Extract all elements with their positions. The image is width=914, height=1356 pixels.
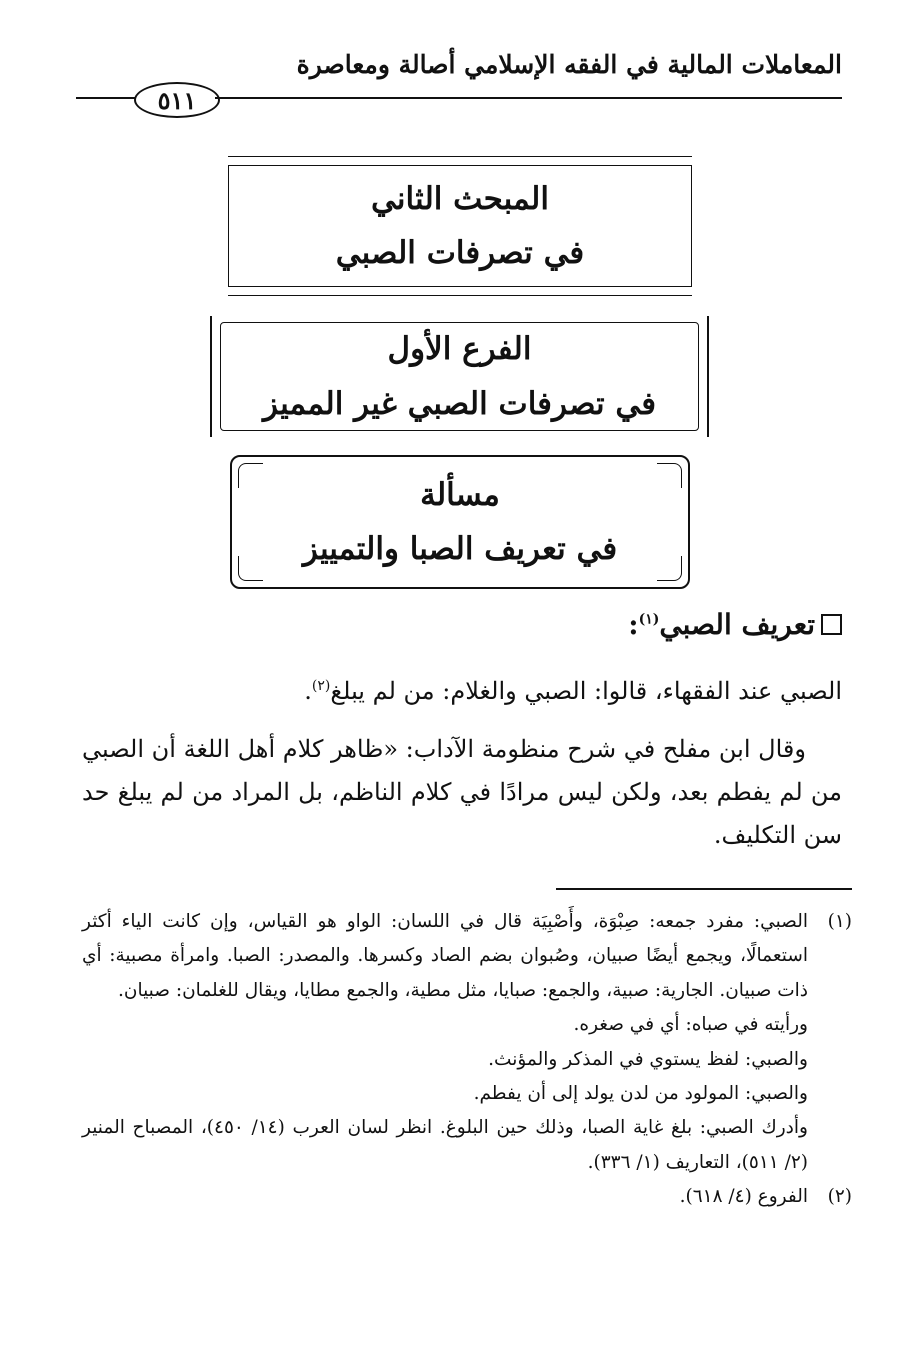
header-rule-left bbox=[76, 97, 136, 99]
subsection-title-line2: في تصرفات الصبي غير المميز bbox=[262, 385, 657, 422]
subsection-title-box bbox=[210, 316, 709, 437]
footnote-line: ورأيته في صباه: أي في صغره. bbox=[573, 1014, 808, 1036]
footnote-ref: (٢) bbox=[311, 678, 331, 694]
footnote bbox=[82, 905, 852, 1180]
footnote-line: الصبي: مفرد جمعه: صِبْوَة، وأَصْبِيَة قال في اللسان: الواو هو القياس، وإن كانت الياء أكثر استعمالًا، ويجمع أيضًا صبيان، وصُبوان بضم الصاد وكسرها. والمصدر: الصبا. وامرأة مصبية: أي ذات صبيان. الجارية: صبية، والجمع: صبايا، مثل مطية، والجمع مطايا، ويقال للغلمان: صبيان. bbox=[82, 911, 808, 1001]
book-title: المعاملات المالية في الفقه الإسلامي أصالة ومعاصرة bbox=[296, 50, 842, 79]
chapter-title-line2: في تصرفات الصبي bbox=[335, 235, 585, 271]
footnote-number: (٢) bbox=[827, 1186, 852, 1208]
ornament-corner bbox=[238, 556, 263, 581]
footnote-line: وأدرك الصبي: بلغ غاية الصبا، وذلك حين البلوغ. انظر لسان العرب (١٤/ ٤٥٠)، المصباح المنير (٢/ ٥١١)، التعاريف (١/ ٣٣٦). bbox=[82, 1117, 808, 1173]
footnote-number: (١) bbox=[827, 911, 852, 932]
footnote-line: الفروع (٤/ ٦١٨). bbox=[679, 1186, 808, 1208]
footnotes bbox=[82, 905, 852, 1215]
chapter-title-box bbox=[228, 156, 692, 296]
paragraph-2: وقال ابن مفلح في شرح منظومة الآداب: «ظاهر كلام أهل اللغة أن الصبي من لم يفطم بعد، ولكن ليس مرادًا في كلام الناظم، بل المراد من لم يبلغ حد سن التكليف. bbox=[82, 735, 842, 850]
ornament-corner bbox=[657, 556, 682, 581]
square-bullet-icon bbox=[821, 614, 842, 635]
header-rule-right bbox=[215, 97, 842, 99]
box-bar-left bbox=[210, 316, 212, 437]
page-number: ٥١١ bbox=[134, 82, 220, 118]
section-heading-text: تعريف الصبي$^{(١)}$: bbox=[628, 608, 815, 641]
footnote bbox=[82, 1180, 852, 1214]
ornament-corner bbox=[657, 463, 682, 488]
chapter-title-line1: المبحث الثاني bbox=[371, 180, 549, 217]
issue-title-line1: مسألة bbox=[420, 476, 500, 513]
issue-title-box bbox=[230, 455, 690, 589]
footnote-separator bbox=[556, 888, 852, 890]
paragraph-1: الصبي عند الفقهاء، قالوا: الصبي والغلام: من لم يبلغ$^{(٢)}$. bbox=[304, 677, 842, 705]
section-heading bbox=[300, 608, 842, 641]
footnote-line: والصبي: المولود من لدن يولد إلى أن يفطم. bbox=[473, 1083, 808, 1105]
box-bar-right bbox=[707, 316, 709, 437]
ornament-corner bbox=[238, 463, 263, 488]
footnote-ref: (١) bbox=[638, 611, 660, 628]
footnote-line: والصبي: لفظ يستوي في المذكر والمؤنث. bbox=[488, 1048, 808, 1070]
issue-title-line2: في تعريف الصبا والتمييز bbox=[302, 531, 618, 567]
subsection-title-line1: الفرع الأول bbox=[387, 331, 532, 368]
